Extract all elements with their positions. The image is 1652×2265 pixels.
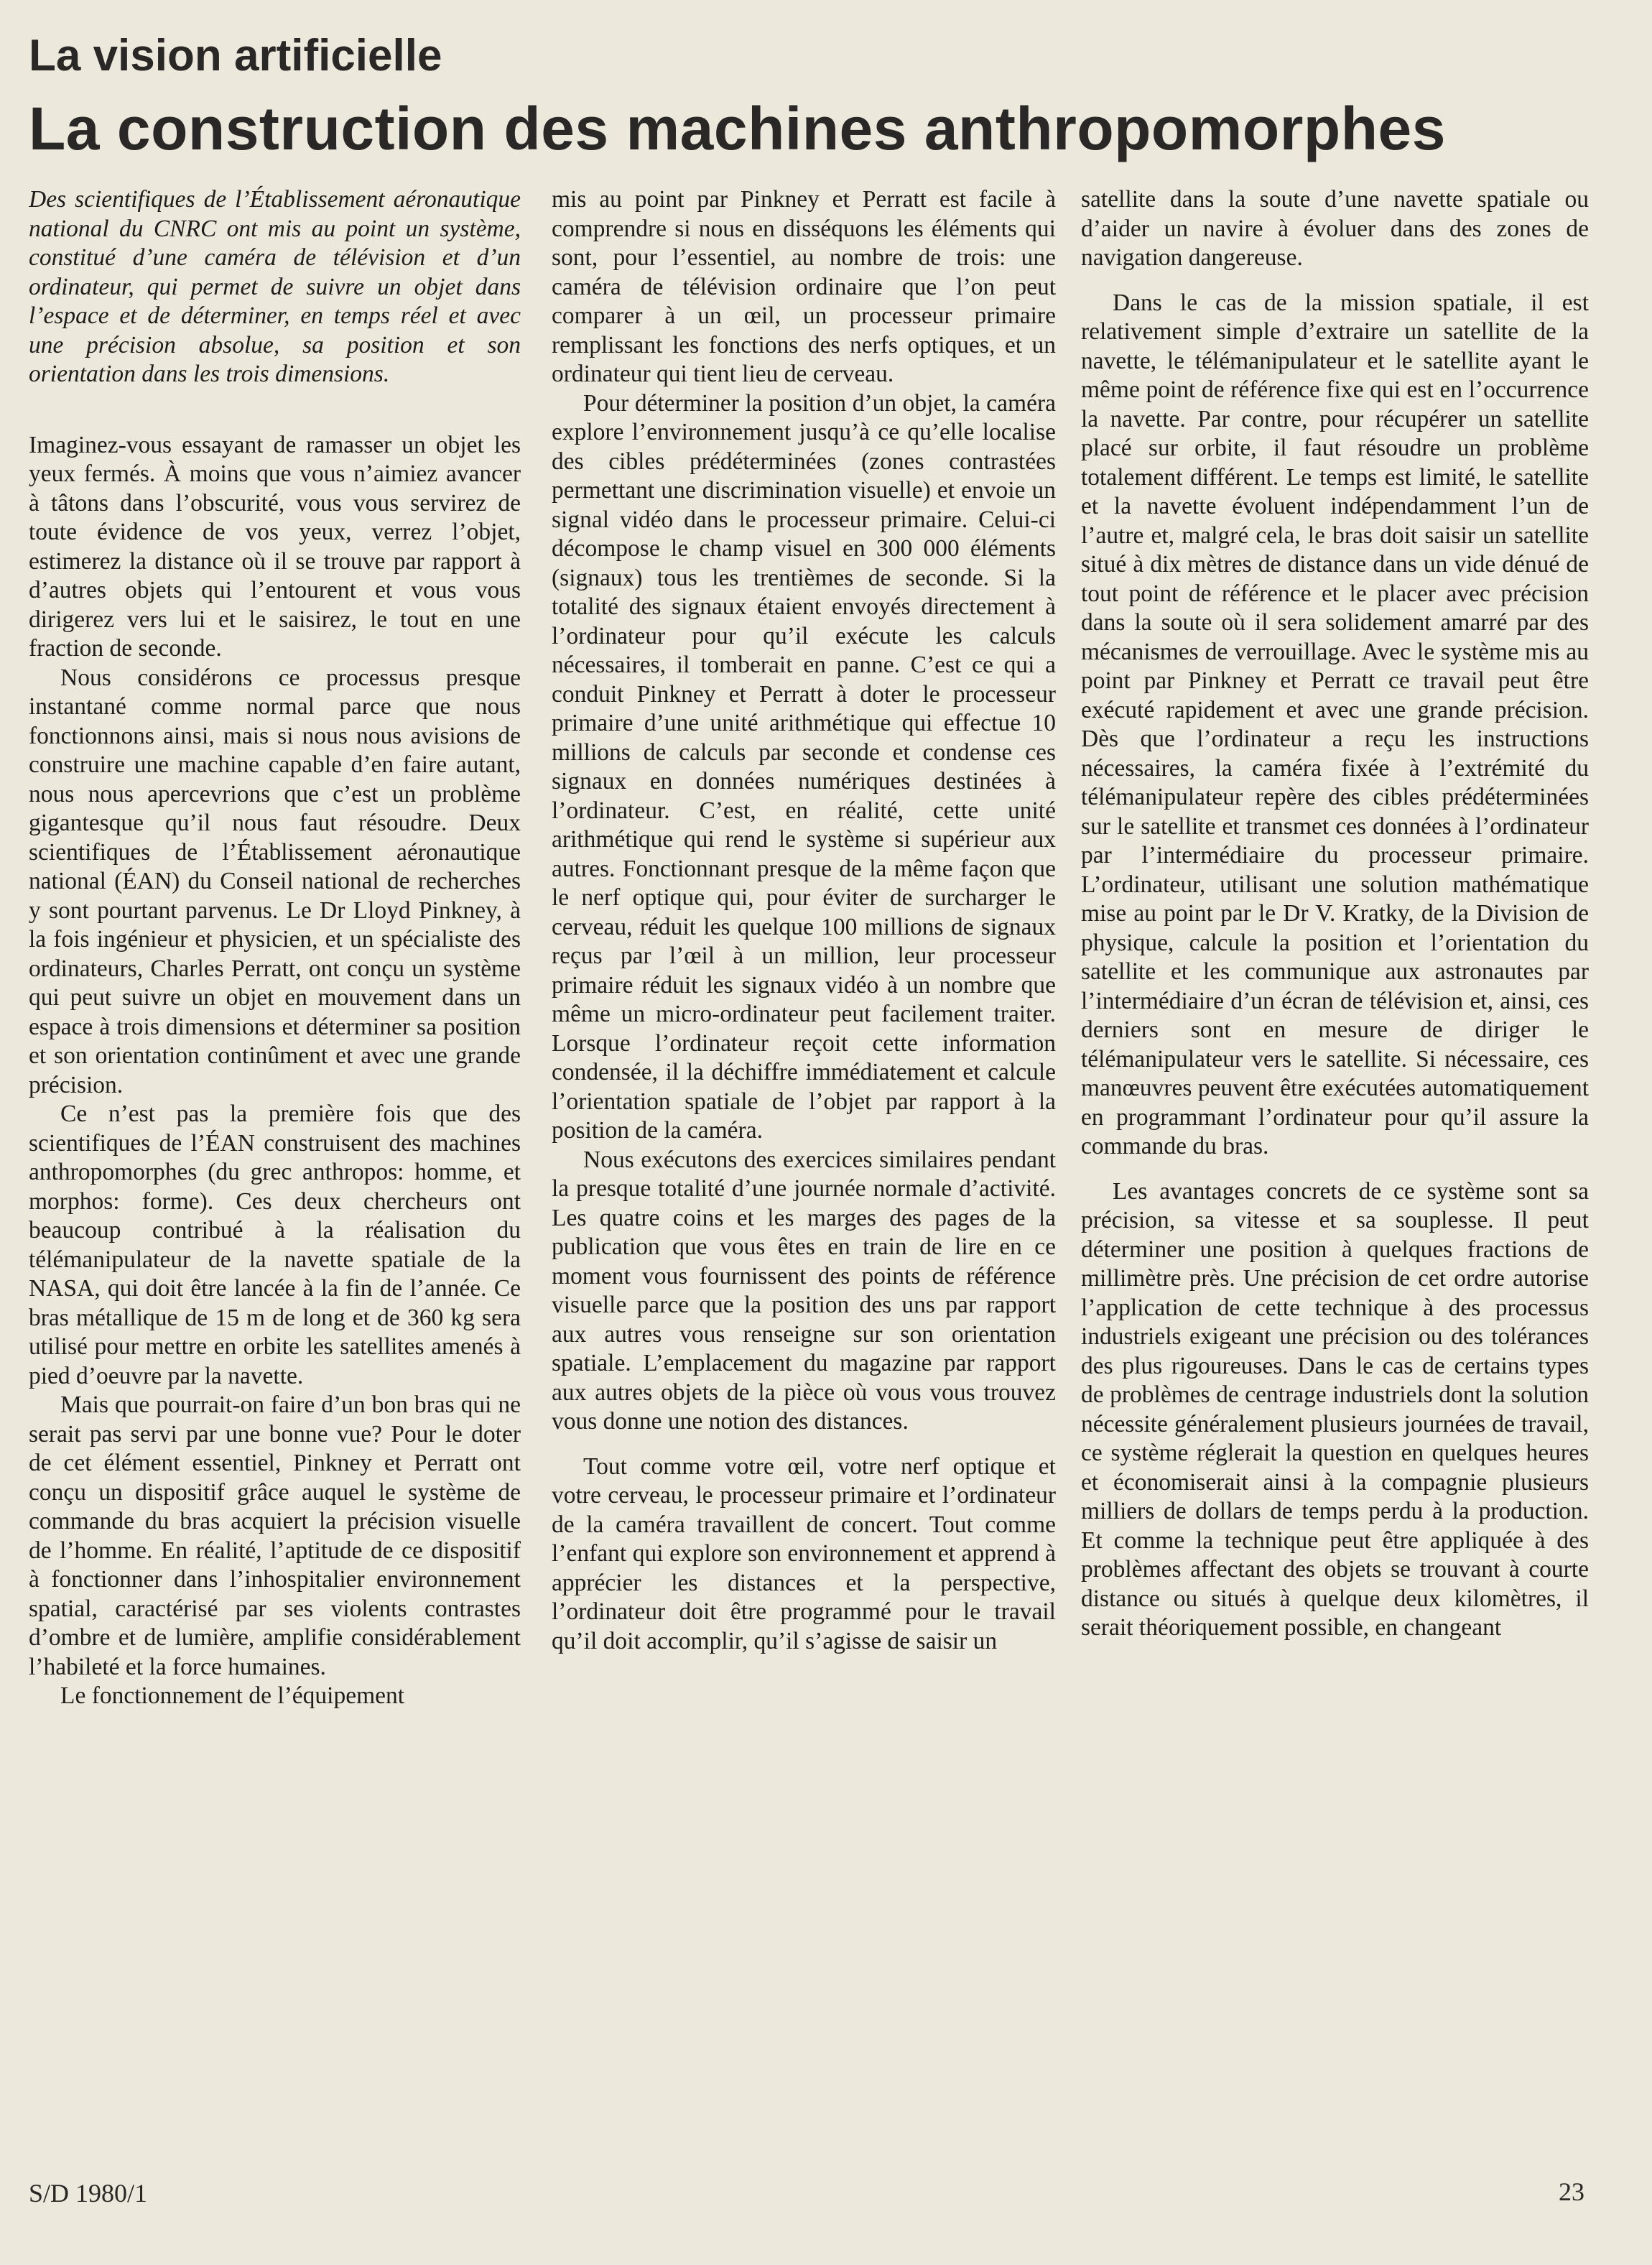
article-lead: Des scientifiques de l’Établissement aéronautique national du CNRC ont mis au point un système, constitué d’une caméra de télévision et d’un ordinateur, qui permet de suivre un objet dans l’espace et de déterminer, en temps réel et avec une précision absolue, sa position et son orientation dans les trois dimensions. — [29, 186, 521, 387]
paragraph: Nous exécutons des exercices similaires pendant la presque totalité d’une journée normale d’activité. Les quatre coins et les marges des pages de la publication que vous êtes en train de lire en ce moment vous fournissent des points de référence visuelle parce que la position des uns par rapport aux autres vous renseigne sur son orientation spatiale. L’emplacement du magazine par rapport aux autres objets de la pièce où vous vous trouvez vous donne une notion des distances. — [552, 1146, 1056, 1435]
paragraph: mis au point par Pinkney et Perratt est facile à comprendre si nous en disséquons les éléments qui sont, pour l’essentiel, au nombre de trois: une caméra de télévision ordinaire que l’on peut comparer à un œil, un processeur primaire remplissant les fonctions des nerfs optiques, et un ordinateur qui tient lieu de cerveau. — [552, 186, 1056, 387]
paragraph: Nous considérons ce processus presque instantané comme normal parce que nous fonctionnons ainsi, mais si nous nous avisions de construire une machine capable d’en faire autant, nous nous apercevrions que c’est un problème gigantesque qu’il nous faut résoudre. Deux scientifiques de l’Établissement aéronautique national (ÉAN) du Conseil national de recherches y sont pourtant parvenus. Le Dr Lloyd Pinkney, à la fois ingénieur et physicien, et un spécialiste des ordinateurs, Charles Perratt, ont conçu un système qui peut suivre un objet en mouvement dans un espace à trois dimensions et déterminer sa position et son orientation continûment et avec une grande précision. — [29, 664, 521, 1098]
paragraph: Le fonctionnement de l’équipement — [60, 1682, 405, 1709]
section-kicker: La vision artificielle — [29, 31, 442, 80]
paragraph: Dans le cas de la mission spatiale, il est relativement simple d’extraire un satellite de la navette, le télémanipulateur et le satellite ayant le même point de référence fixe qui est en l’occurrence la navette. Par contre, pour récupérer un satellite placé sur orbite, il faut résoudre un problème totalement différent. Le temps est limité, le satellite et la navette évoluent indépendamment l’un de l’autre et, malgré cela, le bras doit saisir un satellite situé à dix mètres de distance dans un vide dénué de tout point de référence et le placer avec précision dans la soute où il sera solidement amarré par des mécanismes de verrouillage. Avec le système mis au point par Pinkney et Perratt ce travail peut être exécuté rapidement et avec une grande précision. Dès que l’ordinateur a reçu les instructions nécessaires, la caméra fixée à l’extrémité du télémanipulateur repère des cibles prédéterminées sur le satellite et transmet ces données à l’ordinateur par l’intermédiaire du processeur primaire. L’ordinateur, utilisant une solution mathématique mise au point par le Dr V. Kratky, de la Division de physique, calcule la position et l’orientation du satellite et les communique aux astronautes par l’intermédiaire d’un écran de télévision et, ainsi, ces derniers sont en mesure de diriger le télémanipulateur vers le satellite. Si nécessaire, ces manœuvres peuvent être exécutées automatiquement en programmant l’ordinateur pour qu’il assure la commande du bras. — [1081, 289, 1589, 1159]
paragraph: Mais que pourrait-on faire d’un bon bras qui ne serait pas servi par une bonne vue? Pour le doter de cet élément essentiel, Pinkney et Perratt ont conçu un dispositif grâce auquel le système de commande du bras acquiert la précision visuelle de l’homme. En réalité, l’aptitude de ce dispositif à fonctionner dans l’inhospitalier environnement spatial, caractérisé par ses violents contrastes d’ombre et de lumière, amplifie considérablement l’habileté et la force humaines. — [29, 1391, 521, 1680]
paragraph: satellite dans la soute d’une navette spatiale ou d’aider un navire à évoluer dans des zones de navigation dangereuse. — [1081, 186, 1589, 271]
paragraph: Pour déterminer la position d’un objet, la caméra explore l’environnement jusqu’à ce qu’elle localise des cibles prédéterminées (zones contrastées permettant une discrimination visuelle) et envoie un signal vidéo dans le processeur primaire. Celui-ci décompose le champ visuel en 300 000 éléments (signaux) tous les trentièmes de seconde. Si la totalité des signaux étaient envoyés directement à l’ordinateur pour qu’il exécute les calculs nécessaires, il tomberait en panne. C’est ce qui a conduit Pinkney et Perratt à doter le processeur primaire d’une unité arithmétique qui effectue 10 millions de calculs par seconde et condense ces signaux en données numériques destinées à l’ordinateur. C’est, en réalité, cette unité arithmétique qui rend le système si supérieur aux autres. Fonctionnant presque de la même façon que le nerf optique qui, pour éviter de surcharger le cerveau, réduit les quelque 100 millions de signaux reçus par l’œil à un million, leur processeur primaire réduit les signaux vidéo à un nombre que même un micro-ordinateur peut facilement traiter. Lorsque l’ordinateur reçoit cette information condensée, il la déchiffre immédiatement et calcule l’orientation spatiale de l’objet par rapport à la position de la caméra. — [552, 389, 1056, 1144]
article-title: La construction des machines anthropomorphes — [29, 95, 1446, 162]
paragraph: Tout comme votre œil, votre nerf optique et votre cerveau, le processeur primaire et l’ordinateur de la caméra travaillent de concert. Tout comme l’enfant qui explore son environnement et apprend à apprécier les distances et la perspective, l’ordinateur doit être programmé pour le travail qu’il doit accomplir, qu’il s’agisse de saisir un — [552, 1453, 1056, 1654]
paragraph: Les avantages concrets de ce système sont sa précision, sa vitesse et sa souplesse. Il peut déterminer une position à quelques fractions de millimètre près. Une précision de cet ordre autorise l’application de cette technique à des processus industriels exigeant une précision ou des tolérances des plus rigoureuses. Dans le cas de certains types de problèmes de centrage industriels dont la solution nécessite généralement plusieurs journées de travail, ce système réglerait la question en quelques heures et économiserait ainsi à la compagnie plusieurs milliers de dollars de temps perdu à la production. Et comme la technique peut être appliquée à des problèmes affectant des objets se trouvant à courte distance ou situés à quelque deux kilomètres, il serait théoriquement possible, en changeant — [1081, 1177, 1589, 1641]
paragraph: Imaginez-vous essayant de ramasser un objet les yeux fermés. À moins que vous n’aimiez avancer à tâtons dans l’obscurité, vous vous servirez de toute évidence de vos yeux, verrez l’objet, estimerez la distance où il se trouve par rapport à d’autres objets qui l’entourent et vous vous dirigerez vers lui et le saisirez, le tout en une fraction de seconde. — [29, 431, 521, 662]
article-column-1 — [29, 185, 521, 2146]
paragraph: Ce n’est pas la première fois que des scientifiques de l’ÉAN construisent des machines anthropomorphes (du grec anthropos: homme, et morphos: forme). Ces deux chercheurs ont beaucoup contribué à la réalisation du télémanipulateur de la navette spatiale de la NASA, qui doit être lancée à la fin de l’année. Ce bras métallique de 15 m de long et de 360 kg sera utilisé pour mettre en orbite les satellites amenés à pied d’oeuvre par la navette. — [29, 1101, 521, 1389]
page-number: 23 — [1559, 2177, 1584, 2206]
article-column-3 — [1081, 185, 1589, 2146]
issue-label: S/D 1980/1 — [29, 2179, 148, 2208]
article-column-2 — [552, 185, 1056, 2146]
